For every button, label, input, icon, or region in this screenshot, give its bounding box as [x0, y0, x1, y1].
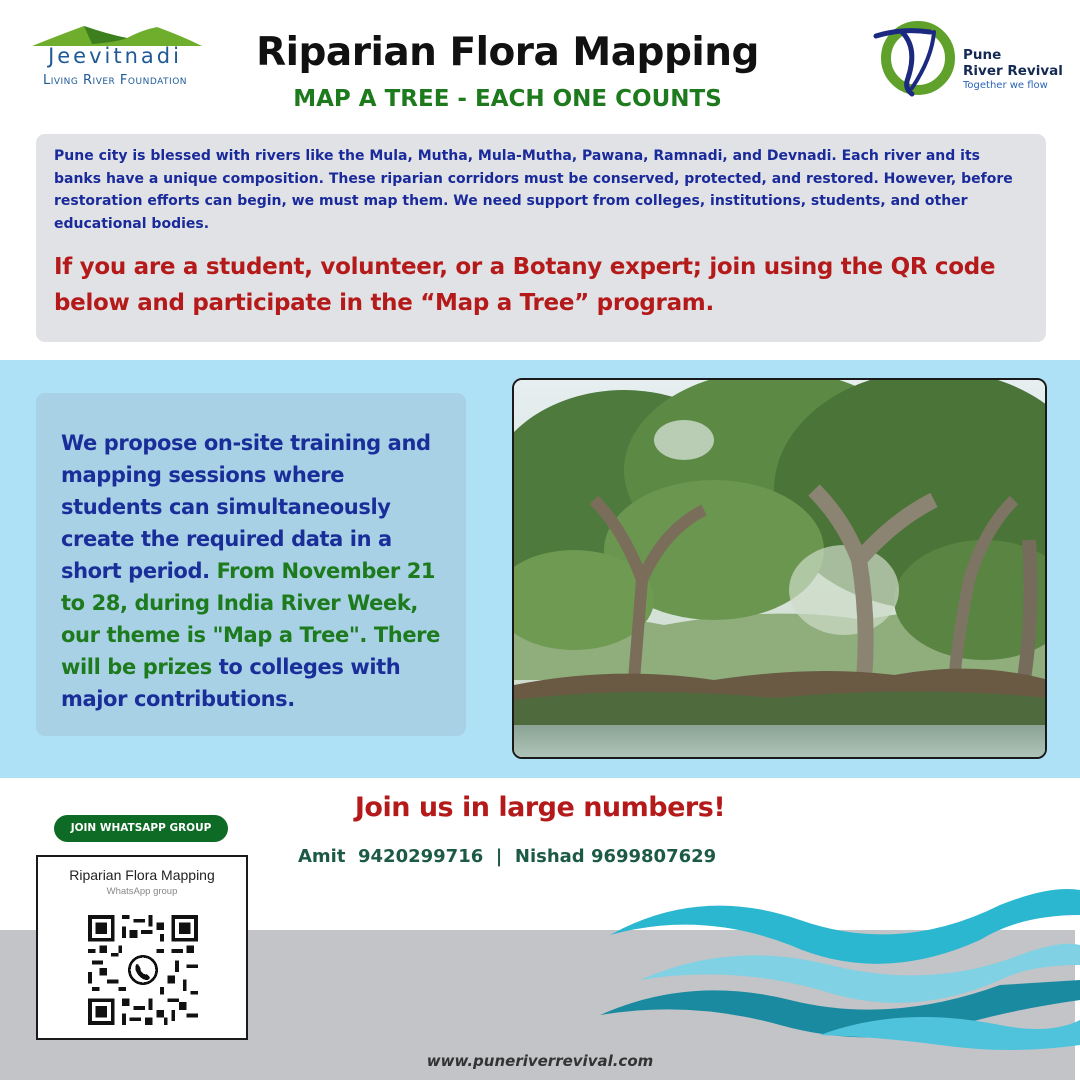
whatsapp-qr-code-icon[interactable]	[88, 915, 198, 1025]
jeevitnadi-name: Jeevitnadi	[48, 44, 182, 68]
qr-group-type: WhatsApp group	[106, 886, 178, 897]
proposal-box	[36, 393, 466, 736]
riverbank-trees-photo	[512, 378, 1047, 759]
proposal-part-3: to colleges with major contributions.	[61, 655, 401, 711]
contact-numbers: Amit 9420299716 | Nishad 9699807629	[298, 846, 717, 867]
river-revival-name: Pune River Revival	[963, 47, 1063, 79]
proposal-text	[61, 427, 444, 715]
jeevitnadi-logo	[22, 24, 208, 90]
call-to-action: If you are a student, volunteer, or a Botany expert; join using the QR code below and participate in the “Map a Tree” program.	[54, 254, 996, 316]
wave-decoration-icon	[580, 885, 1080, 1055]
whatsapp-qr-card	[36, 855, 248, 1040]
intro-paragraph: Pune city is blessed with rivers like the Mula, Mutha, Mula-Mutha, Pawana, Ramnadi, and Devnadi. Each river and its banks have a unique composition. These riparian corridors must be conserved, protected, and restored. However, before restoration efforts can begin, we must map them. We need support from colleges, institutions, students, and other educational bodies.	[54, 148, 1013, 232]
website-link[interactable]: www.puneriverrevival.com	[426, 1052, 654, 1070]
river-circle-logo-icon	[872, 18, 962, 102]
page-title: Riparian Flora Mapping	[256, 30, 759, 75]
river-revival-tagline: Together we flow	[963, 80, 1048, 91]
proposal-part-1: We propose on-site training and mapping sessions where students can simultaneously create the required data in a short period.	[61, 431, 431, 583]
proposal-part-2: From November 21 to 28, during India River Week, our theme is "Map a Tree". There will be prizes	[61, 559, 440, 679]
qr-group-name: Riparian Flora Mapping	[69, 867, 215, 883]
pune-river-revival-logo	[872, 18, 1072, 102]
intro-box	[36, 134, 1046, 342]
page-subtitle: MAP A TREE - EACH ONE COUNTS	[293, 86, 722, 112]
join-headline: Join us in large numbers!	[354, 792, 726, 823]
jeevitnadi-subtitle: Living River Foundation	[42, 73, 188, 88]
join-whatsapp-button[interactable]: JOIN WHATSAPP GROUP	[54, 815, 228, 842]
